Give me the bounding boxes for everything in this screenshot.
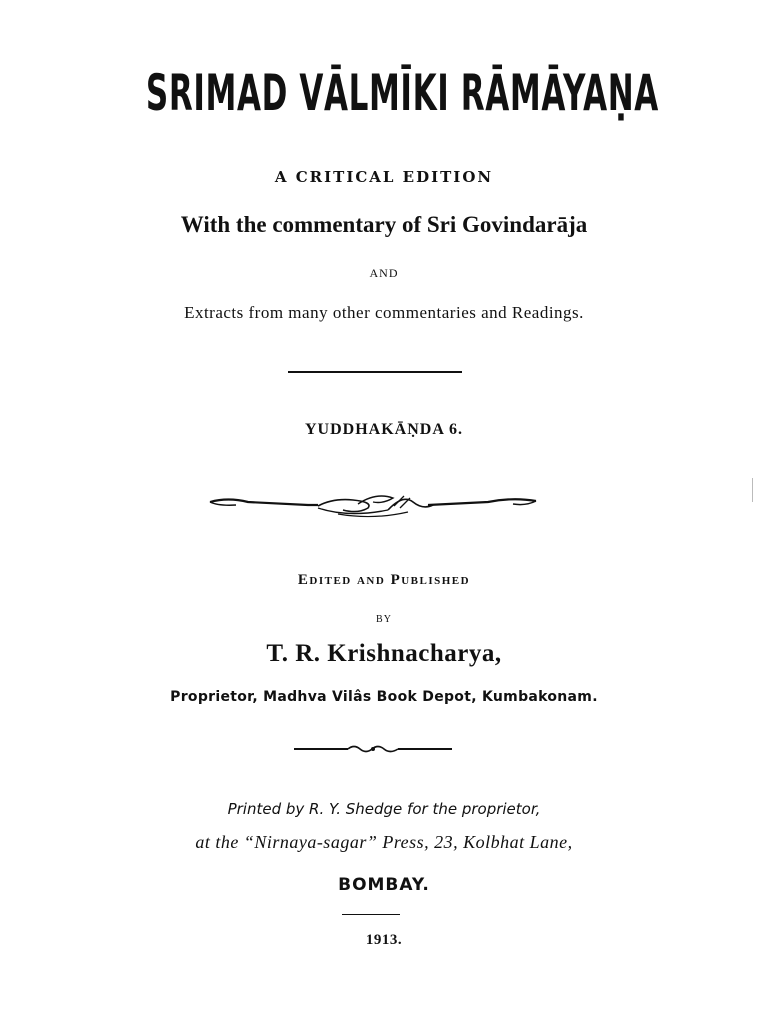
and-word: AND xyxy=(369,266,399,280)
editor-name: T. R. Krishnacharya, xyxy=(266,640,502,667)
book-title: SRIMAD VĀLMĪKI RĀMĀYAṆA xyxy=(145,64,659,122)
publication-year: 1913. xyxy=(365,932,403,948)
edited-published-line: Edited and Published xyxy=(297,572,471,588)
margin-mark xyxy=(752,478,753,502)
kanda-line: YUDDHAKĀṆDA 6. xyxy=(305,421,463,438)
by-word: BY xyxy=(376,614,392,625)
press-address: at the “Nirnaya-sagar” Press, 23, Kolbhat Lane, xyxy=(195,832,573,852)
small-ornament-icon xyxy=(292,742,454,756)
city-name: BOMBAY. xyxy=(338,875,430,895)
scroll-ornament-icon xyxy=(208,488,538,522)
edition-subtitle: A CRITICAL EDITION xyxy=(274,168,494,186)
extracts-line: Extracts from many other commentaries and Readings. xyxy=(184,303,584,322)
divider-rule-top xyxy=(288,371,462,373)
divider-rule-bottom xyxy=(342,914,400,915)
proprietor-line: Proprietor, Madhva Vilâs Book Depot, Kumbakonam. xyxy=(170,689,598,705)
commentary-line: With the commentary of Sri Govindarāja xyxy=(180,212,588,237)
printer-line: Printed by R. Y. Shedge for the proprietor, xyxy=(227,800,541,818)
